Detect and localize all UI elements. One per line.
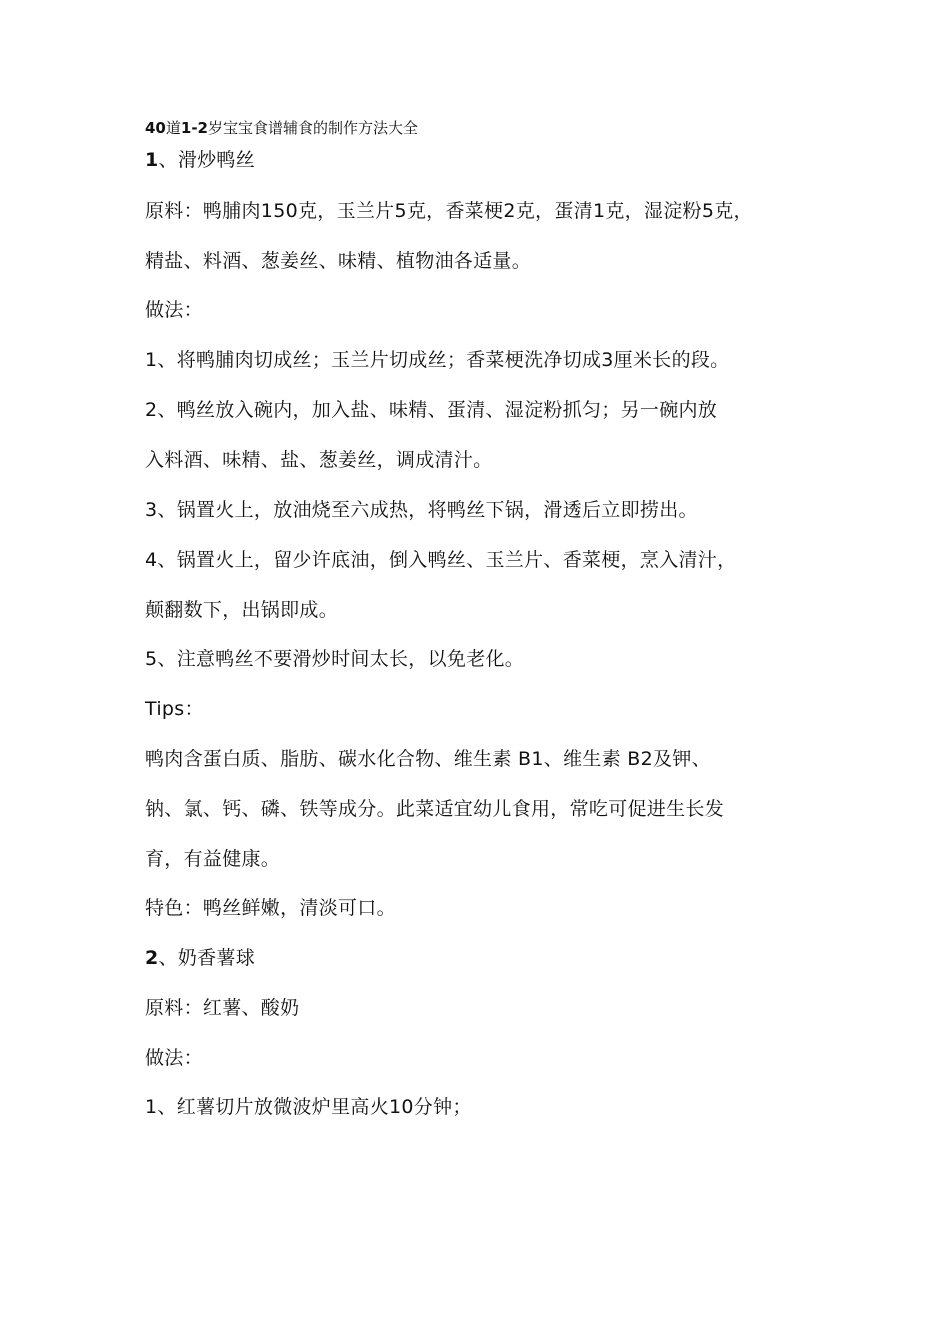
title-rest: 岁宝宝食谱辅食的制作方法大全 [208, 119, 419, 137]
recipe-1-step-1: 1、将鸭脯肉切成丝；玉兰片切成丝；香菜梗洗净切成3厘米长的段。 [145, 349, 730, 371]
title-age-range: 1-2 [180, 119, 208, 137]
recipe-2-method-label: 做法： [145, 1047, 203, 1069]
recipe-1-name: 、滑炒鸭丝 [158, 149, 256, 171]
recipe-1-heading [145, 147, 255, 173]
document-title [145, 118, 418, 138]
recipe-1-feature: 特色：鸭丝鲜嫩，清淡可口。 [145, 897, 396, 919]
recipe-1-number: 1 [145, 149, 159, 171]
recipe-2-ingredients: 原料：红薯、酸奶 [145, 997, 300, 1019]
recipe-1-step-2-line-1: 2、鸭丝放入碗内，加入盐、味精、蛋清、湿淀粉抓匀；另一碗内放 [145, 399, 718, 421]
recipe-1-step-4-line-1: 4、锅置火上，留少许底油，倒入鸭丝、玉兰片、香菜梗，烹入清汁， [145, 549, 737, 571]
recipe-1-method-label: 做法： [145, 299, 203, 321]
recipe-1-step-4-line-2: 颠翻数下，出锅即成。 [145, 599, 339, 621]
recipe-1-tips-line-3: 育，有益健康。 [145, 848, 281, 870]
recipe-1-ingredients-line-1: 原料：鸭脯肉150克，玉兰片5克，香菜梗2克，蛋清1克，湿淀粉5克， [145, 200, 753, 222]
recipe-1-tips-line-2: 钠、氯、钙、磷、铁等成分。此菜适宜幼儿食用，常吃可促进生长发 [145, 798, 725, 820]
recipe-1-step-3: 3、锅置火上，放油烧至六成热，将鸭丝下锅，滑透后立即捞出。 [145, 499, 698, 521]
recipe-2-step-1: 1、红薯切片放微波炉里高火10分钟； [145, 1096, 472, 1118]
recipe-2-name: 、奶香薯球 [158, 947, 256, 969]
recipe-2-heading [145, 945, 255, 971]
recipe-1-tips-label: Tips： [145, 698, 204, 720]
title-part: 道 [165, 119, 181, 137]
recipe-2-number: 2 [145, 947, 159, 969]
recipe-1-tips-line-1: 鸭肉含蛋白质、脂肪、碳水化合物、维生素 B1、维生素 B2及钾、 [145, 748, 711, 770]
title-number: 40 [145, 119, 166, 137]
recipe-1-ingredients-line-2: 精盐、料酒、葱姜丝、味精、植物油各适量。 [145, 250, 532, 272]
recipe-1-step-2-line-2: 入料酒、味精、盐、葱姜丝，调成清汁。 [145, 449, 493, 471]
recipe-1-step-5: 5、注意鸭丝不要滑炒时间太长，以免老化。 [145, 648, 525, 670]
